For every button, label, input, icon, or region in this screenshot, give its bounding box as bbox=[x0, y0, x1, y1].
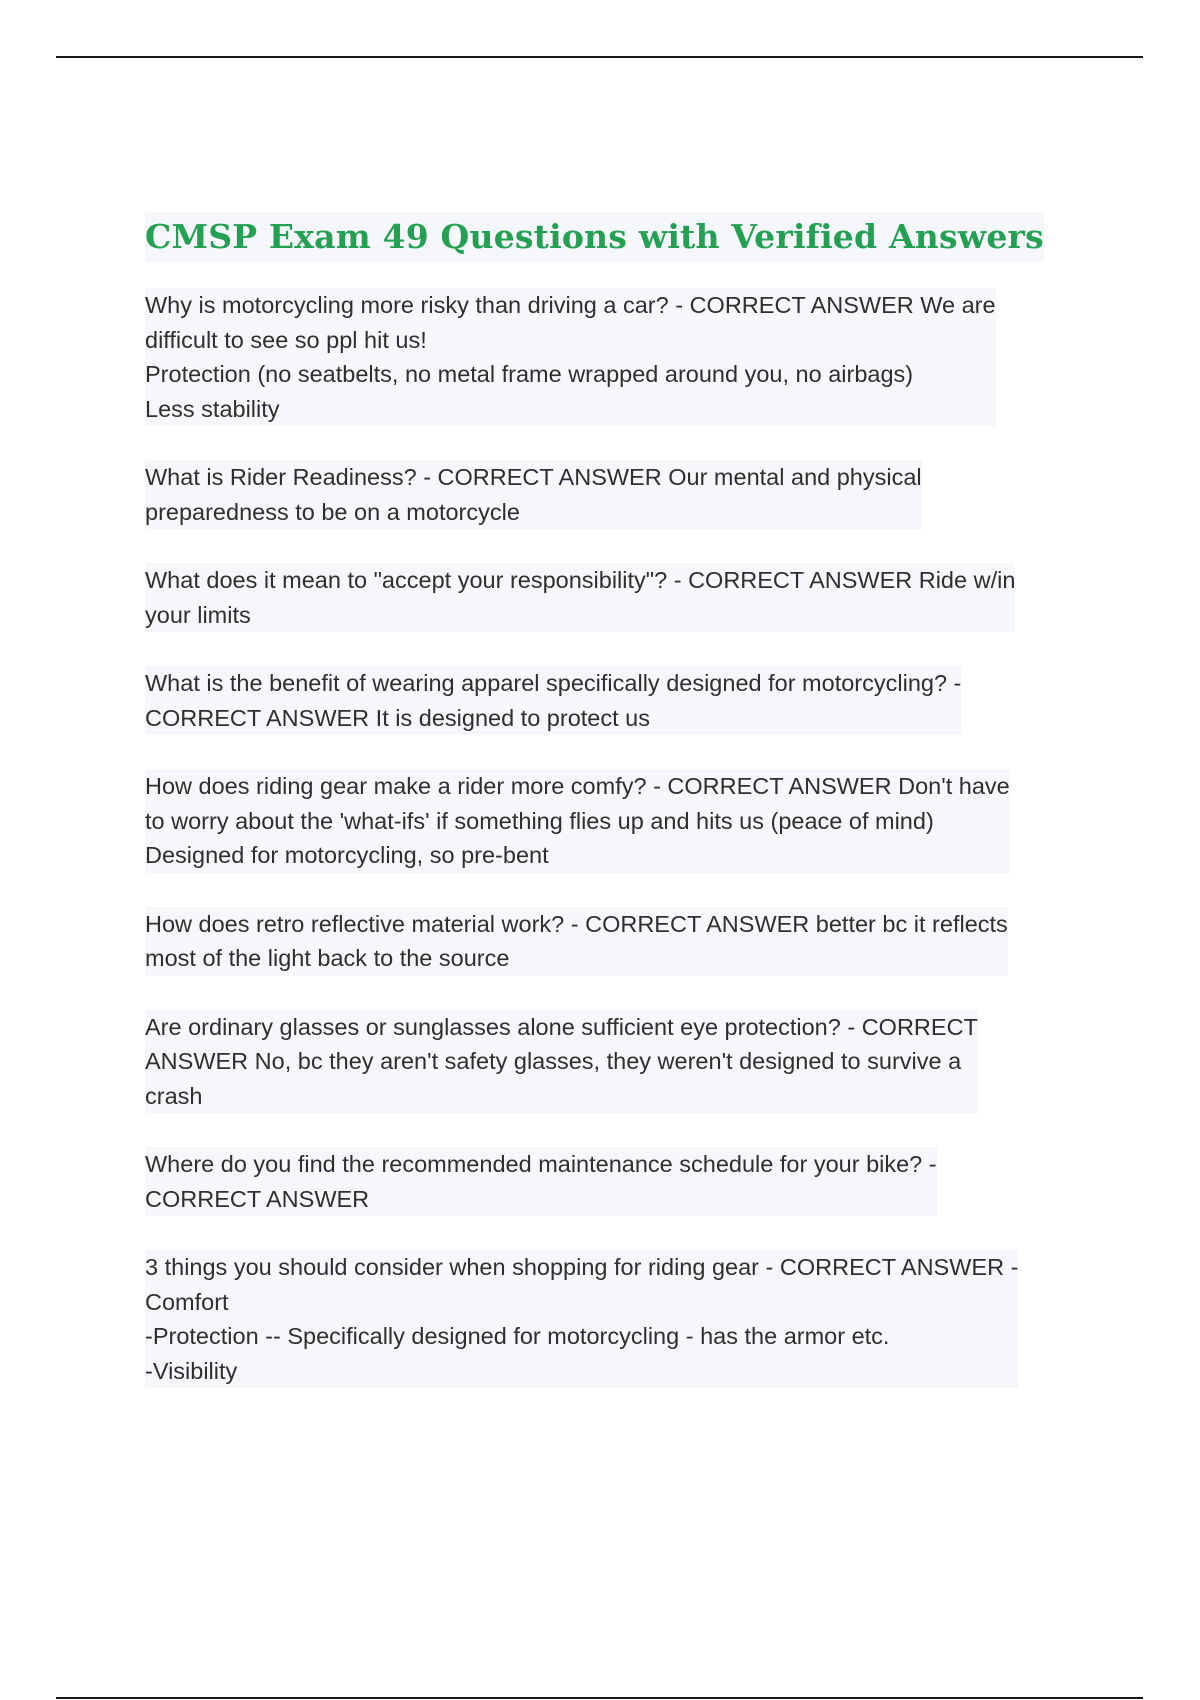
document-title: CMSP Exam 49 Questions with Verified Answers bbox=[145, 212, 1044, 262]
qa-entry: How does retro reflective material work? - CORRECT ANSWER better bc it reflects most of the light back to the source bbox=[145, 907, 1008, 976]
qa-entry: What does it mean to "accept your responsibility"? - CORRECT ANSWER Ride w/in your limits bbox=[145, 563, 1015, 632]
document-body bbox=[145, 212, 1090, 1422]
qa-entry: Are ordinary glasses or sunglasses alone sufficient eye protection? - CORRECT ANSWER No, bc they aren't safety glasses, they weren't designed to survive a crash bbox=[145, 1010, 978, 1114]
qa-entry: Why is motorcycling more risky than driving a car? - CORRECT ANSWER We are difficult to see so ppl hit us! Protection (no seatbelts, no metal frame wrapped around you, no airbags) Less stability bbox=[145, 288, 996, 426]
qa-entry: How does riding gear make a rider more comfy? - CORRECT ANSWER Don't have to worry about the 'what-ifs' if something flies up and hits us (peace of mind) Designed for motorcycling, so pre-bent bbox=[145, 769, 1010, 873]
qa-entry: 3 things you should consider when shopping for riding gear - CORRECT ANSWER - Comfort -Protection -- Specifically designed for motorcycling - has the armor etc. -Visibility bbox=[145, 1250, 1018, 1388]
footer-rule bbox=[56, 1697, 1143, 1699]
qa-entry: What is the benefit of wearing apparel specifically designed for motorcycling? - CORRECT ANSWER It is designed to protect us bbox=[145, 666, 961, 735]
header-rule bbox=[56, 56, 1143, 58]
qa-entry: Where do you find the recommended maintenance schedule for your bike? - CORRECT ANSWER bbox=[145, 1147, 937, 1216]
qa-entry: What is Rider Readiness? - CORRECT ANSWER Our mental and physical preparedness to be on a motorcycle bbox=[145, 460, 922, 529]
